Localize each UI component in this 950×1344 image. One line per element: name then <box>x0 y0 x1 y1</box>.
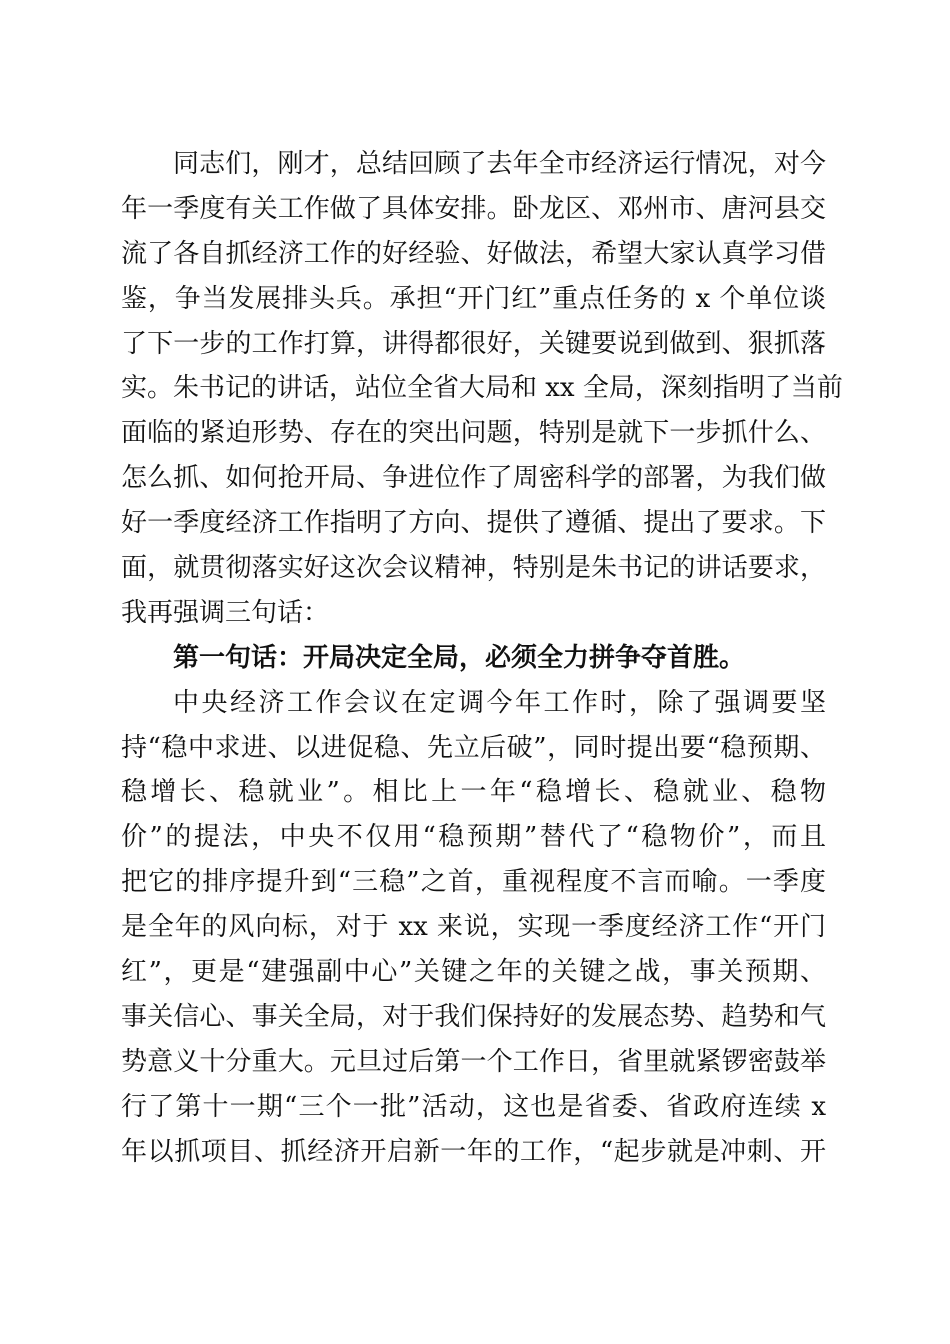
paragraph-2-line-10: 行了第十一期“三个一批”活动，这也是省委、省政府连续 x <box>121 1091 826 1122</box>
paragraph-1-line-4: 鉴，争当发展排头兵。承担“开门红”重点任务的 x 个单位谈 <box>121 283 826 314</box>
paragraph-1-line-8: 怎么抓、如何抢开局、争进位作了周密科学的部署，为我们做 <box>121 463 826 494</box>
paragraph-2-line-7: 红”，更是“建强副中心”关键之年的关键之战，事关预期、 <box>121 957 826 988</box>
paragraph-2-line-8: 事关信心、事关全局，对于我们保持好的发展态势、趋势和气 <box>121 1001 826 1032</box>
paragraph-2-line-2: 持“稳中求进、以进促稳、先立后破”，同时提出要“稳预期、 <box>121 732 826 763</box>
paragraph-2-line-1: 中央经济工作会议在定调今年工作时，除了强调要坚 <box>173 687 826 718</box>
document-body <box>121 142 843 1174</box>
paragraph-1-line-3: 流了各自抓经济工作的好经验、好做法，希望大家认真学习借 <box>121 238 826 269</box>
section-heading-1: 第一句话：开局决定全局，必须全力拼争夺首胜。 <box>173 642 746 673</box>
paragraph-1-line-2: 年一季度有关工作做了具体安排。卧龙区、邓州市、唐河县交 <box>121 193 826 224</box>
paragraph-2-line-9: 势意义十分重大。元旦过后第一个工作日，省里就紧锣密鼓举 <box>121 1046 826 1077</box>
paragraph-1-line-5: 了下一步的工作打算，讲得都很好，关键要说到做到、狠抓落 <box>121 328 826 359</box>
paragraph-1-line-7: 面临的紧迫形势、存在的突出问题，特别是就下一步抓什么、 <box>121 418 826 449</box>
paragraph-2-line-3: 稳增长、稳就业”。相比上一年“稳增长、稳就业、稳物 <box>121 777 826 808</box>
paragraph-1-line-1: 同志们，刚才，总结回顾了去年全市经济运行情况，对今 <box>173 149 826 179</box>
paragraph-1-line-9: 好一季度经济工作指明了方向、提供了遵循、提出了要求。下 <box>121 508 826 539</box>
paragraph-2-line-11: 年以抓项目、抓经济开启新一年的工作，“起步就是冲刺、开 <box>121 1136 826 1167</box>
paragraph-1-line-6: 实。朱书记的讲话，站位全省大局和 xx 全局，深刻指明了当前 <box>121 373 843 404</box>
paragraph-1-line-10: 面，就贯彻落实好这次会议精神，特别是朱书记的讲话要求， <box>121 553 826 584</box>
paragraph-2-line-6: 是全年的风向标，对于 xx 来说，实现一季度经济工作“开门 <box>121 912 826 943</box>
paragraph-2-line-4: 价”的提法，中央不仅用“稳预期”替代了“稳物价”，而且 <box>121 822 826 853</box>
paragraph-1-line-11: 我再强调三句话： <box>121 597 330 628</box>
paragraph-2-line-5: 把它的排序提升到“三稳”之首，重视程度不言而喻。一季度 <box>121 867 826 898</box>
